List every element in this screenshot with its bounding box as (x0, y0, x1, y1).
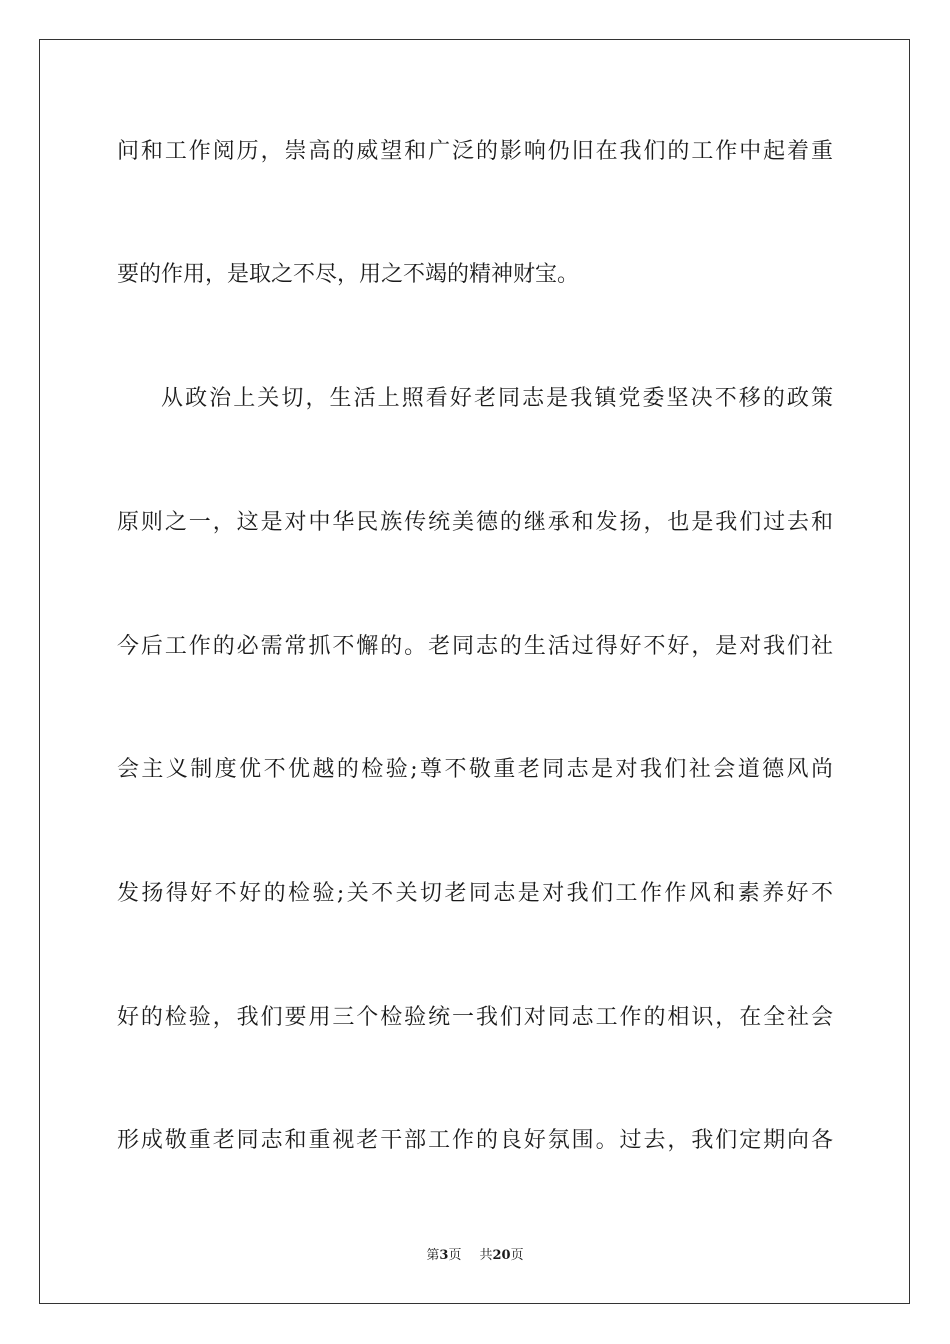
total-pages: 20 (492, 1248, 511, 1263)
text-line: 好的检验，我们要用三个检验统一我们对同志工作的相识，在全社会 (117, 1005, 833, 1030)
page-number: 3 (439, 1248, 449, 1263)
page-prefix: 第 (426, 1248, 440, 1263)
text-line: 形成敬重老同志和重视老干部工作的良好氛围。过去，我们定期向各 (117, 1128, 833, 1153)
total-suffix: 页 (510, 1248, 524, 1263)
page-footer (0, 1247, 950, 1265)
page-border (39, 39, 910, 1304)
text-line: 问和工作阅历，崇高的威望和广泛的影响仍旧在我们的工作中起着重 (117, 139, 833, 164)
text-line: 要的作用，是取之不尽，用之不竭的精神财宝。 (117, 262, 580, 287)
text-line: 今后工作的必需常抓不懈的。老同志的生活过得好不好，是对我们社 (117, 634, 833, 659)
paragraph-first-line: 从政治上关切，生活上照看好老同志是我镇党委坚决不移的政策 (161, 386, 833, 411)
text-line: 原则之一，这是对中华民族传统美德的继承和发扬，也是我们过去和 (117, 510, 833, 535)
text-line: 发扬得好不好的检验;关不关切老同志是对我们工作作风和素养好不 (117, 881, 833, 906)
total-prefix: 共 (479, 1248, 493, 1263)
text-line: 会主义制度优不优越的检验;尊不敬重老同志是对我们社会道德风尚 (117, 757, 833, 782)
page-suffix: 页 (448, 1248, 462, 1263)
